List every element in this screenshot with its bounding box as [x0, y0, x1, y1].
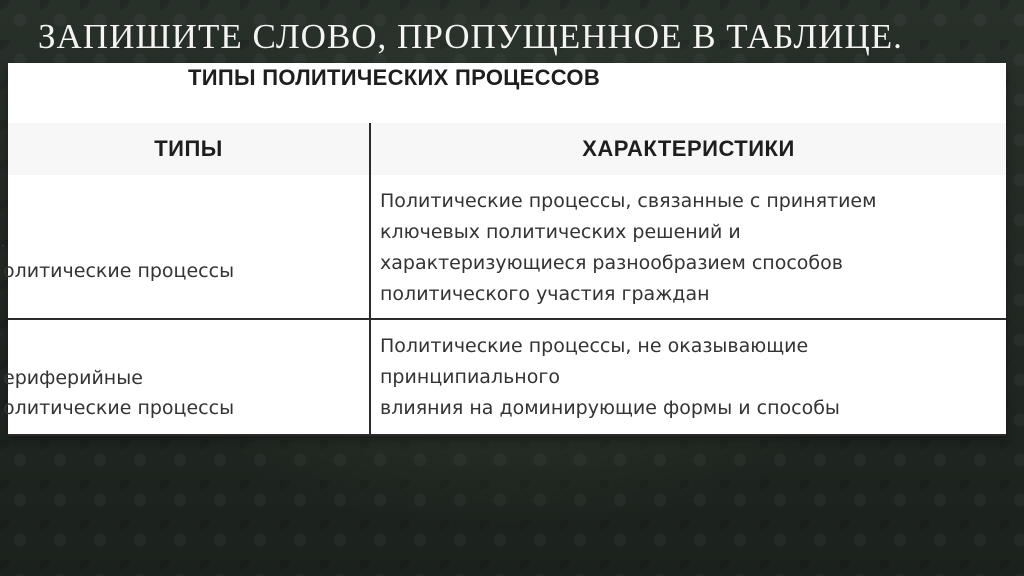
description-line: принципиального — [380, 366, 560, 388]
description-line: Политические процессы, не оказывающие — [380, 335, 809, 357]
type-cell — [0, 226, 368, 286]
table-image — [0, 63, 1006, 436]
header-types: ТИПЫ — [8, 123, 369, 175]
table-caption: ТИПЫ ПОЛИТИЧЕСКИХ ПРОЦЕССОВ — [188, 65, 601, 90]
slide-title: ЗАПИШИТЕ СЛОВО, ПРОПУЩЕННОЕ В ТАБЛИЦЕ. — [38, 17, 903, 56]
type-line: олитические процессы — [3, 260, 235, 282]
table-border-bottom — [8, 434, 1006, 436]
description-line: политического участия граждан — [380, 283, 710, 305]
type-line: ериферийные — [3, 367, 143, 389]
type-line: олитические процессы — [3, 397, 235, 419]
description-line: характеризующиеся разнообразием способов — [380, 252, 843, 274]
row-divider — [8, 318, 1006, 320]
description-line: ключевых политических решений и — [380, 221, 741, 243]
type-line: . — [0, 230, 7, 252]
description-cell — [380, 331, 1020, 424]
description-line: Политические процессы, связанные с принятием — [380, 190, 877, 212]
description-line: влияния на доминирующие формы и способы — [380, 397, 840, 419]
description-cell — [380, 186, 1020, 310]
header-characteristics: ХАРАКТЕРИСТИКИ — [371, 123, 1006, 175]
type-cell — [3, 363, 368, 423]
types-table — [0, 123, 1006, 436]
